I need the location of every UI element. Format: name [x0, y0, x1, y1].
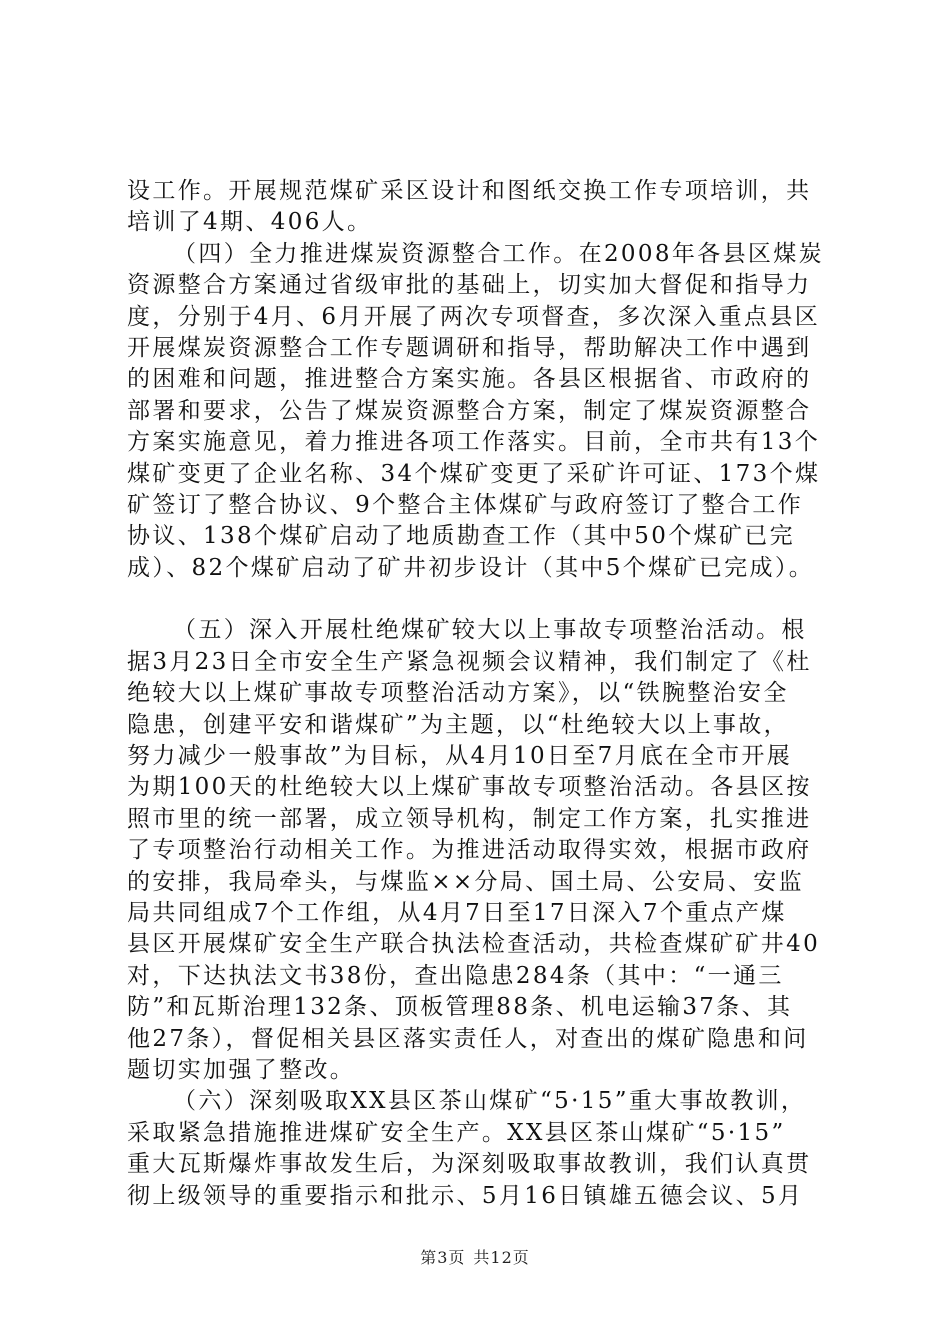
- text-line: 据3月23日全市安全生产紧急视频会议精神，我们制定了《杜: [127, 648, 812, 675]
- text-line: 的安排，我局牵头，与煤监××分局、国土局、公安局、安监: [127, 868, 804, 895]
- text-line: 他27条），督促相关县区落实责任人，对查出的煤矿隐患和问: [127, 1025, 809, 1052]
- text-line: 协议、138个煤矿启动了地质勘查工作（其中50个煤矿已完: [127, 523, 795, 550]
- text-line: 县区开展煤矿安全生产联合执法检查活动，共检查煤矿矿井40: [127, 931, 821, 958]
- text-line: 培训了4期、406人。: [127, 209, 373, 236]
- text-line: 照市里的统一部署，成立领导机构，制定工作方案，扎实推进: [127, 805, 812, 832]
- text-line: 成）、82个煤矿启动了矿井初步设计（其中5个煤矿已完成）。: [127, 554, 815, 581]
- text-line: （四）全力推进煤炭资源整合工作。在2008年各县区煤炭: [173, 240, 824, 267]
- text-line: （六）深刻吸取XX县区茶山煤矿“5·15”重大事故教训，: [173, 1088, 807, 1115]
- paragraph-section-5: [127, 615, 827, 1086]
- text-line: 采取紧急措施推进煤矿安全生产。XX县区茶山煤矿“5·15”: [127, 1119, 786, 1146]
- text-line: 隐患，创建平安和谐煤矿”为主题，以“杜绝较大以上事故，: [127, 711, 789, 738]
- page-total: 共12页: [473, 1248, 530, 1267]
- text-line: 设工作。开展规范煤矿采区设计和图纸交换工作专项培训，共: [127, 178, 812, 204]
- page-number: 第3页: [420, 1248, 466, 1267]
- text-line: 了专项整治行动相关工作。为推进活动取得实效，根据市政府: [127, 837, 812, 864]
- text-line: 努力减少一般事故”为目标，从4月10日至7月底在全市开展: [127, 743, 793, 770]
- text-line: 方案实施意见，着力推进各项工作落实。目前，全市共有13个: [127, 429, 821, 456]
- text-line: 重大瓦斯爆炸事故发生后，为深刻吸取事故教训，我们认真贯: [127, 1151, 812, 1178]
- paragraph-section-4: [127, 239, 827, 584]
- text-line: 的困难和问题，推进整合方案实施。各县区根据省、市政府的: [127, 366, 812, 393]
- blank-line: [127, 584, 827, 615]
- text-line: 度，分别于4月、6月开展了两次专项督查，多次深入重点县区: [127, 303, 821, 330]
- text-line: 煤矿变更了企业名称、34个煤矿变更了采矿许可证、173个煤: [127, 460, 821, 487]
- text-line: 题切实加强了整改。: [127, 1056, 356, 1083]
- text-line: 绝较大以上煤矿事故专项整治活动方案》，以“铁腕整治安全: [127, 680, 789, 707]
- text-line: 矿签订了整合协议、9个整合主体煤矿与政府签订了整合工作: [127, 491, 804, 518]
- page-footer: [0, 1248, 950, 1268]
- text-line: 资源整合方案通过省级审批的基础上，切实加大督促和指导力: [127, 272, 812, 299]
- text-line: 对，下达执法文书38份，查出隐患284条（其中：“一通三: [127, 962, 784, 989]
- paragraph-continuation: [127, 176, 827, 239]
- document-body: [127, 176, 827, 1212]
- text-line: 局共同组成7个工作组，从4月7日至17日深入7个重点产煤: [127, 899, 787, 926]
- text-line: 彻上级领导的重要指示和批示、5月16日镇雄五德会议、5月: [127, 1182, 804, 1209]
- text-line: 部署和要求，公告了煤炭资源整合方案，制定了煤炭资源整合: [127, 397, 812, 424]
- text-line: （五）深入开展杜绝煤矿较大以上事故专项整治活动。根: [173, 617, 807, 644]
- text-line: 为期100天的杜绝较大以上煤矿事故专项整治活动。各县区按: [127, 774, 812, 801]
- paragraph-section-6: [127, 1086, 827, 1212]
- text-line: 开展煤炭资源整合工作专题调研和指导，帮助解决工作中遇到: [127, 334, 812, 361]
- text-line: 防”和瓦斯治理132条、顶板管理88条、机电运输37条、其: [127, 994, 793, 1021]
